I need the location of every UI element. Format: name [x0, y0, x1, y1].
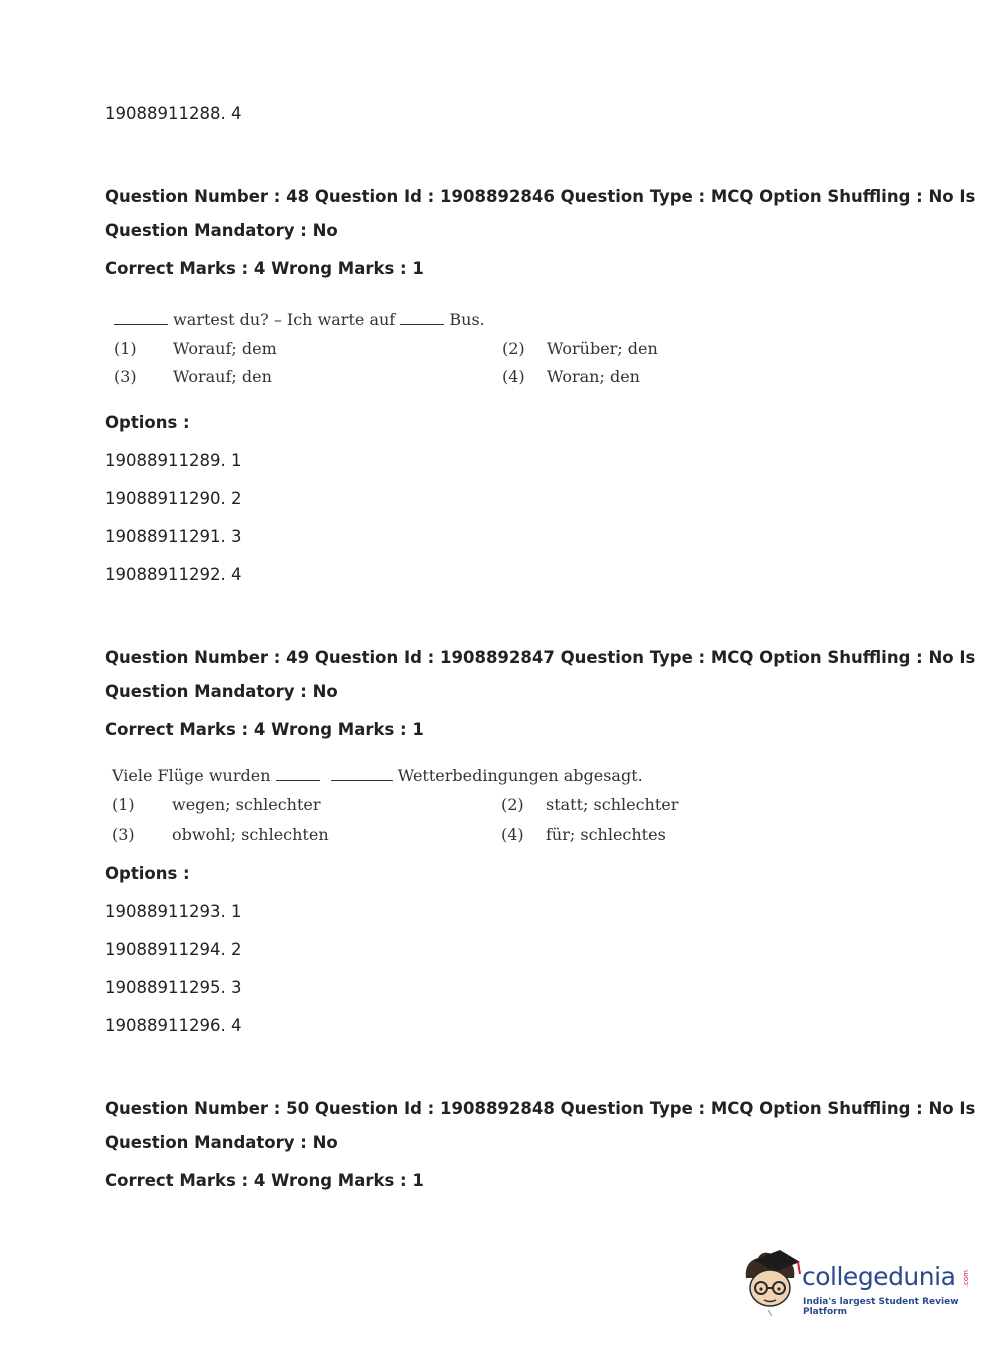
choice-text: Worauf; dem: [173, 339, 277, 358]
option-line: 19088911295. 3: [105, 978, 242, 997]
choice-number: (1): [114, 339, 137, 358]
choice-number: (3): [114, 367, 137, 386]
choice-number: (4): [501, 825, 524, 844]
blank: [114, 323, 168, 325]
brand-tagline: India's largest Student Review Platform: [803, 1297, 959, 1317]
question-mandatory: Question Mandatory : No: [105, 682, 338, 701]
blank: [331, 779, 393, 781]
choice-number: (1): [112, 795, 135, 814]
option-line: 19088911290. 2: [105, 489, 242, 508]
option-line: 19088911293. 1: [105, 902, 242, 921]
brand-name: collegedunia: [802, 1262, 956, 1291]
choice-text: wegen; schlechter: [172, 795, 321, 814]
option-line: 19088911288. 4: [105, 104, 242, 123]
choice-text: Worüber; den: [547, 339, 658, 358]
option-line: 19088911294. 2: [105, 940, 242, 959]
question-header: Question Number : 49 Question Id : 1908892847 Question Type : MCQ Option Shuffling : No Is: [105, 648, 976, 667]
choice-text: statt; schlechter: [546, 795, 679, 814]
option-line: 19088911296. 4: [105, 1016, 242, 1035]
question-stem: wartest du? – Ich warte auf Bus.: [114, 310, 485, 329]
brand-suffix: .com: [962, 1270, 970, 1288]
question-mandatory: Question Mandatory : No: [105, 1133, 338, 1152]
question-header: Question Number : 48 Question Id : 1908892846 Question Type : MCQ Option Shuffling : No Is: [105, 187, 976, 206]
choice-number: (3): [112, 825, 135, 844]
question-stem: Viele Flüge wurden Wetterbedingungen abgesagt.: [112, 766, 643, 785]
question-header: Question Number : 50 Question Id : 1908892848 Question Type : MCQ Option Shuffling : No Is: [105, 1099, 976, 1118]
choice-number: (2): [502, 339, 525, 358]
blank: [400, 323, 444, 325]
choice-text: Woran; den: [547, 367, 640, 386]
choice-number: (2): [501, 795, 524, 814]
option-line: 19088911291. 3: [105, 527, 242, 546]
choice-text: Worauf; den: [173, 367, 272, 386]
option-line: 19088911292. 4: [105, 565, 242, 584]
question-marks: Correct Marks : 4 Wrong Marks : 1: [105, 720, 424, 739]
mascot-icon: [740, 1248, 802, 1318]
question-mandatory: Question Mandatory : No: [105, 221, 338, 240]
option-line: 19088911289. 1: [105, 451, 242, 470]
choice-text: für; schlechtes: [546, 825, 666, 844]
collegedunia-logo[interactable]: [740, 1248, 980, 1318]
question-marks: Correct Marks : 4 Wrong Marks : 1: [105, 1171, 424, 1190]
options-label: Options :: [105, 413, 190, 432]
question-marks: Correct Marks : 4 Wrong Marks : 1: [105, 259, 424, 278]
choice-text: obwohl; schlechten: [172, 825, 329, 844]
options-label: Options :: [105, 864, 190, 883]
blank: [276, 779, 320, 781]
choice-number: (4): [502, 367, 525, 386]
